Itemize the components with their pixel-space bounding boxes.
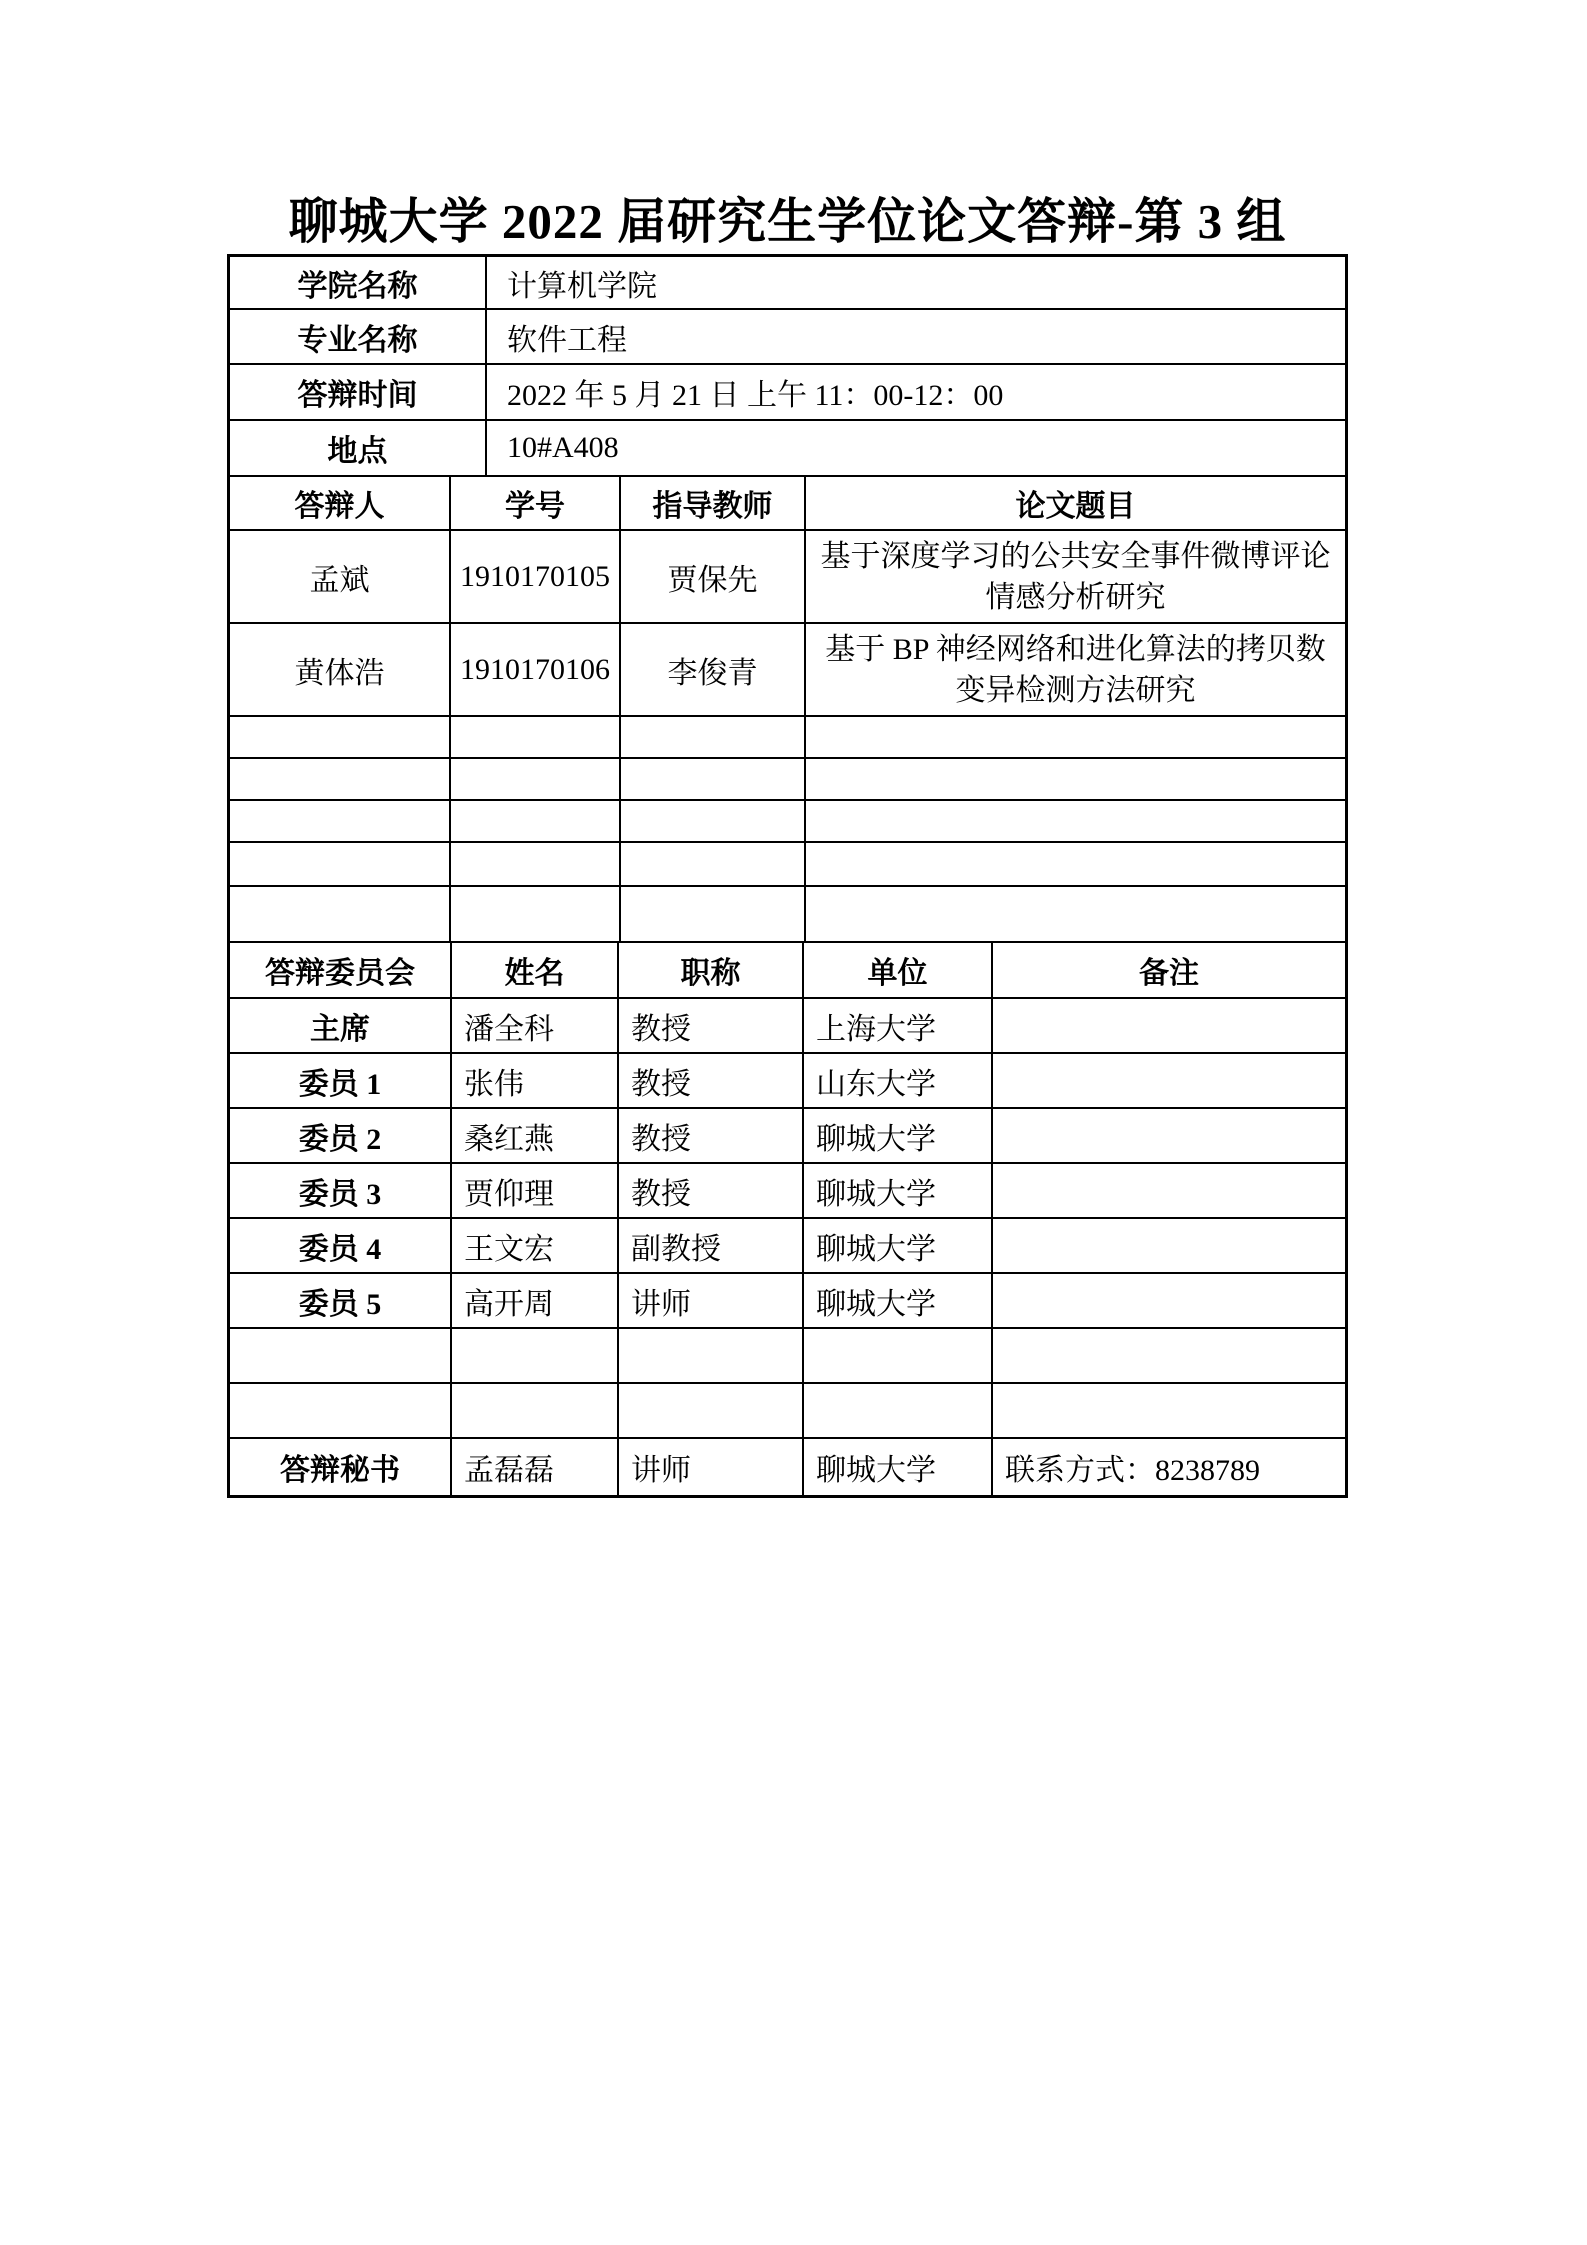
info-label-major: 专业名称 bbox=[230, 309, 486, 364]
advisor-name: 贾保先 bbox=[620, 530, 805, 623]
empty-cell bbox=[230, 842, 450, 886]
empty-cell bbox=[992, 1383, 1345, 1438]
committee-header-note: 备注 bbox=[992, 943, 1345, 998]
committee-role: 委员 5 bbox=[230, 1273, 451, 1328]
thesis-title: 基于深度学习的公共安全事件微博评论情感分析研究 bbox=[805, 530, 1345, 623]
secretary-title: 讲师 bbox=[618, 1438, 803, 1495]
student-id: 1910170105 bbox=[450, 530, 620, 623]
defense-header-id: 学号 bbox=[450, 477, 620, 530]
table-row bbox=[230, 364, 1345, 420]
empty-cell bbox=[620, 800, 805, 842]
empty-row bbox=[230, 1383, 1345, 1438]
defense-header-name: 答辩人 bbox=[230, 477, 450, 530]
empty-cell bbox=[805, 758, 1345, 800]
committee-note bbox=[992, 1053, 1345, 1108]
empty-cell bbox=[230, 1328, 451, 1383]
committee-role: 委员 4 bbox=[230, 1218, 451, 1273]
committee-title: 教授 bbox=[618, 998, 803, 1053]
defense-schedule-table bbox=[227, 254, 1348, 1498]
table-row bbox=[230, 257, 1345, 309]
page-title: 聊城大学 2022 届研究生学位论文答辩-第 3 组 bbox=[288, 194, 1287, 249]
empty-cell bbox=[230, 1383, 451, 1438]
empty-cell bbox=[620, 886, 805, 942]
empty-cell bbox=[803, 1328, 992, 1383]
defense-header-advisor: 指导教师 bbox=[620, 477, 805, 530]
empty-cell bbox=[805, 842, 1345, 886]
committee-note bbox=[992, 1218, 1345, 1273]
empty-cell bbox=[450, 800, 620, 842]
empty-cell bbox=[618, 1383, 803, 1438]
committee-name: 张伟 bbox=[451, 1053, 618, 1108]
empty-row bbox=[230, 800, 1345, 842]
empty-cell bbox=[620, 758, 805, 800]
empty-row bbox=[230, 1328, 1345, 1383]
table-row bbox=[230, 530, 1345, 623]
empty-cell bbox=[230, 716, 450, 758]
table-row bbox=[230, 309, 1345, 364]
secretary-contact: 联系方式：8238789 bbox=[992, 1438, 1345, 1495]
info-label-college: 学院名称 bbox=[230, 257, 486, 309]
empty-cell bbox=[620, 842, 805, 886]
defender-section bbox=[230, 477, 1345, 943]
empty-cell bbox=[620, 716, 805, 758]
committee-role: 委员 2 bbox=[230, 1108, 451, 1163]
student-id: 1910170106 bbox=[450, 623, 620, 716]
table-row bbox=[230, 1053, 1345, 1108]
empty-cell bbox=[618, 1328, 803, 1383]
committee-role: 委员 3 bbox=[230, 1163, 451, 1218]
committee-title: 讲师 bbox=[618, 1273, 803, 1328]
committee-name: 王文宏 bbox=[451, 1218, 618, 1273]
committee-title: 教授 bbox=[618, 1163, 803, 1218]
empty-cell bbox=[805, 716, 1345, 758]
committee-note bbox=[992, 1108, 1345, 1163]
committee-title: 教授 bbox=[618, 1053, 803, 1108]
table-header-row bbox=[230, 477, 1345, 530]
committee-unit: 山东大学 bbox=[803, 1053, 992, 1108]
defender-name: 黄体浩 bbox=[230, 623, 450, 716]
committee-name: 高开周 bbox=[451, 1273, 618, 1328]
committee-section bbox=[230, 943, 1345, 1495]
table-row bbox=[230, 420, 1345, 476]
table-row bbox=[230, 998, 1345, 1053]
committee-unit: 聊城大学 bbox=[803, 1163, 992, 1218]
committee-role: 委员 1 bbox=[230, 1053, 451, 1108]
table-row bbox=[230, 623, 1345, 716]
empty-cell bbox=[450, 716, 620, 758]
committee-unit: 聊城大学 bbox=[803, 1273, 992, 1328]
committee-header-unit: 单位 bbox=[803, 943, 992, 998]
empty-cell bbox=[451, 1328, 618, 1383]
info-value-college: 计算机学院 bbox=[486, 257, 1345, 309]
info-value-location: 10#A408 bbox=[486, 420, 1345, 476]
committee-title: 教授 bbox=[618, 1108, 803, 1163]
defense-header-thesis: 论文题目 bbox=[805, 477, 1345, 530]
committee-name: 桑红燕 bbox=[451, 1108, 618, 1163]
empty-cell bbox=[450, 758, 620, 800]
committee-header-title: 职称 bbox=[618, 943, 803, 998]
info-section bbox=[230, 257, 1345, 477]
empty-cell bbox=[450, 886, 620, 942]
empty-row bbox=[230, 758, 1345, 800]
secretary-row bbox=[230, 1438, 1345, 1495]
committee-note bbox=[992, 998, 1345, 1053]
info-value-time: 2022 年 5 月 21 日 上午 11：00-12：00 bbox=[486, 364, 1345, 420]
committee-name: 贾仰理 bbox=[451, 1163, 618, 1218]
document-content bbox=[227, 192, 1348, 1498]
empty-cell bbox=[230, 886, 450, 942]
empty-cell bbox=[805, 800, 1345, 842]
committee-unit: 聊城大学 bbox=[803, 1108, 992, 1163]
committee-title: 副教授 bbox=[618, 1218, 803, 1273]
secretary-name: 孟磊磊 bbox=[451, 1438, 618, 1495]
committee-unit: 聊城大学 bbox=[803, 1218, 992, 1273]
empty-cell bbox=[805, 886, 1345, 942]
committee-unit: 上海大学 bbox=[803, 998, 992, 1053]
committee-header-name: 姓名 bbox=[451, 943, 618, 998]
committee-header-role: 答辩委员会 bbox=[230, 943, 451, 998]
table-row bbox=[230, 1273, 1345, 1328]
table-header-row bbox=[230, 943, 1345, 998]
secretary-unit: 聊城大学 bbox=[803, 1438, 992, 1495]
empty-row bbox=[230, 716, 1345, 758]
empty-cell bbox=[450, 842, 620, 886]
table-row bbox=[230, 1163, 1345, 1218]
info-label-location: 地点 bbox=[230, 420, 486, 476]
secretary-role: 答辩秘书 bbox=[230, 1438, 451, 1495]
empty-cell bbox=[451, 1383, 618, 1438]
table-row bbox=[230, 1108, 1345, 1163]
table-row bbox=[230, 1218, 1345, 1273]
committee-note bbox=[992, 1273, 1345, 1328]
defender-name: 孟斌 bbox=[230, 530, 450, 623]
thesis-title: 基于 BP 神经网络和进化算法的拷贝数变异检测方法研究 bbox=[805, 623, 1345, 716]
advisor-name: 李俊青 bbox=[620, 623, 805, 716]
committee-note bbox=[992, 1163, 1345, 1218]
empty-cell bbox=[803, 1383, 992, 1438]
committee-role: 主席 bbox=[230, 998, 451, 1053]
empty-cell bbox=[230, 800, 450, 842]
info-label-time: 答辩时间 bbox=[230, 364, 486, 420]
empty-row bbox=[230, 842, 1345, 886]
info-value-major: 软件工程 bbox=[486, 309, 1345, 364]
empty-cell bbox=[992, 1328, 1345, 1383]
empty-row bbox=[230, 886, 1345, 942]
empty-cell bbox=[230, 758, 450, 800]
committee-name: 潘全科 bbox=[451, 998, 618, 1053]
